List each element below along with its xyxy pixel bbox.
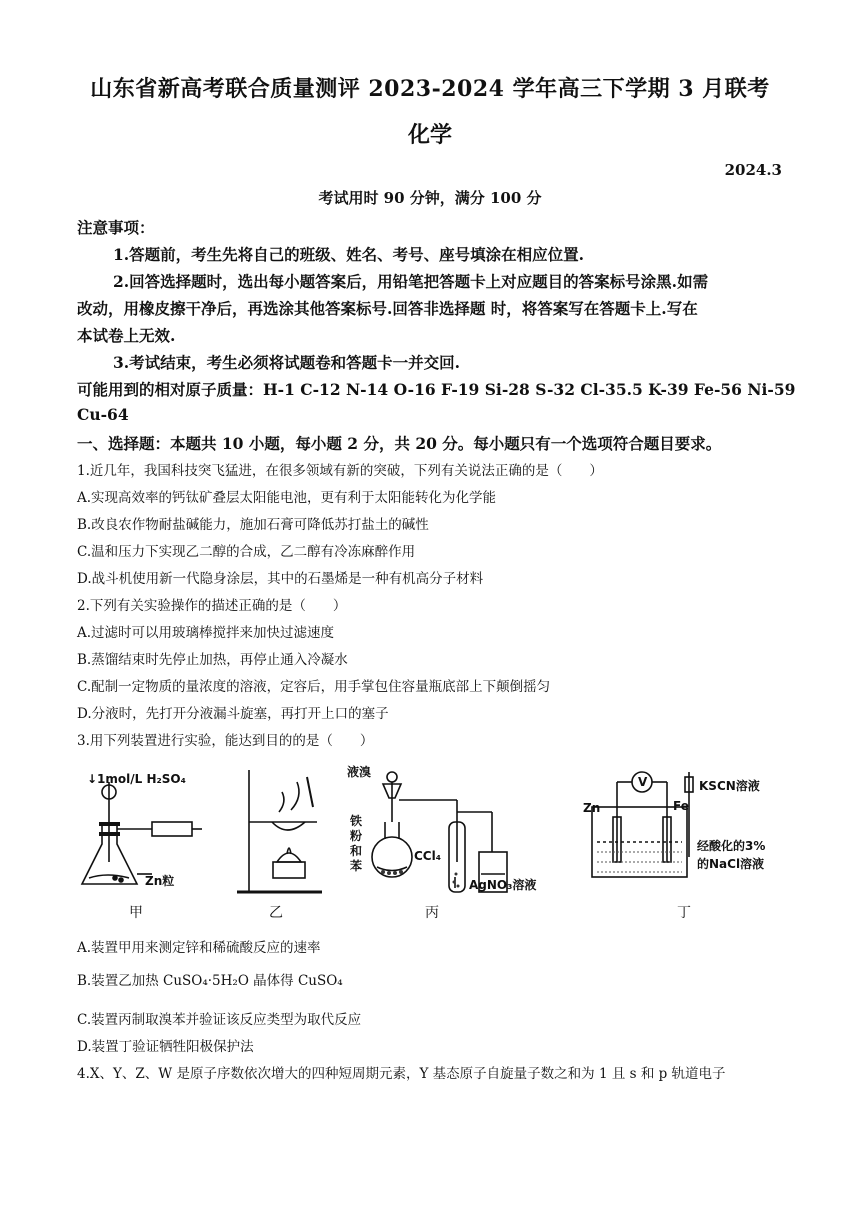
bing-iron-label-4: 苯 xyxy=(350,859,363,873)
bing-iron-label-1: 铁 xyxy=(350,814,363,828)
bing-agno3-label: AgNO₃溶液 xyxy=(469,878,537,892)
q1-stem: 1.近几年，我国科技突飞猛进，在很多领域有新的突破，下列有关说法正确的是（ ） xyxy=(77,463,603,479)
ding-zn-label: Zn xyxy=(583,801,601,815)
atomic-masses-line-1: 可能用到的相对原子质量：H-1 C-12 N-14 O-16 F-19 Si-28 S-32 Cl-35.5 K-39 Fe-56 Ni-59 xyxy=(77,380,796,399)
jia-zn-label: Zn粒 xyxy=(145,874,175,888)
q1-option-c: C.温和压力下实现乙二醇的合成，乙二醇有冷冻麻醉作用 xyxy=(77,544,416,560)
q3-option-b: B.装置乙加热 CuSO₄·5H₂O 晶体得 CuSO₄ xyxy=(77,973,343,989)
note-item-2-line-3: 本试卷上无效. xyxy=(77,326,176,345)
ding-solution-label-2: 的NaCl溶液 xyxy=(697,857,765,871)
subject-title: 化学 xyxy=(407,122,452,148)
ding-fe-label: Fe xyxy=(673,799,689,813)
apparatus-drawing xyxy=(77,762,787,922)
caption-yi: 乙 xyxy=(269,905,283,921)
note-item-1: 1.答题前，考生先将自己的班级、姓名、考号、座号填涂在相应位置. xyxy=(113,245,585,264)
jia-reagent-label: ↓1mol/L H₂SO₄ xyxy=(87,772,186,786)
q2-option-d: D.分液时，先打开分液漏斗旋塞，再打开上口的塞子 xyxy=(77,706,389,722)
caption-ding: 丁 xyxy=(677,905,691,921)
q2-option-a: A.过滤时可以用玻璃棒搅拌来加快过滤速度 xyxy=(77,625,335,641)
notes-heading: 注意事项： xyxy=(77,218,155,237)
q3-apparatus-figure xyxy=(77,762,787,922)
note-item-3: 3.考试结束，考生必须将试题卷和答题卡一并交回. xyxy=(113,353,461,372)
note-item-2-line-1: 2.回答选择题时，选出每小题答案后，用铅笔把答题卡上对应题目的答案标号涂黑.如需 xyxy=(113,272,709,291)
q1-option-b: B.改良农作物耐盐碱能力，施加石膏可降低苏打盐土的碱性 xyxy=(77,517,429,533)
section-heading: 一、选择题：本题共 10 小题，每小题 2 分，共 20 分。每小题只有一个选项符合题目要求。 xyxy=(77,434,722,453)
exam-title: 山东省新高考联合质量测评 2023-2024 学年高三下学期 3 月联考 xyxy=(90,76,770,102)
exam-date: 2024.3 xyxy=(724,161,782,179)
caption-bing: 丙 xyxy=(425,905,439,921)
bing-iron-label-2: 粉 xyxy=(350,829,363,843)
q2-stem: 2.下列有关实验操作的描述正确的是（ ） xyxy=(77,598,347,614)
ding-kscn-label: KSCN溶液 xyxy=(699,779,760,793)
q2-option-c: C.配制一定物质的量浓度的溶液，定容后，用手掌包住容量瓶底部上下颠倒摇匀 xyxy=(77,679,551,695)
q4-stem: 4.X、Y、Z、W 是原子序数依次增大的四种短周期元素，Y 基态原子自旋量子数之和为 1 且 s 和 p 轨道电子 xyxy=(77,1066,726,1082)
q3-option-c: C.装置丙制取溴苯并验证该反应类型为取代反应 xyxy=(77,1012,362,1028)
q2-option-b: B.蒸馏结束时先停止加热，再停止通入冷凝水 xyxy=(77,652,348,668)
atomic-masses-line-2: Cu-64 xyxy=(77,405,129,424)
ding-solution-label-1: 经酸化的3% xyxy=(697,839,766,853)
caption-jia: 甲 xyxy=(129,905,143,921)
time-note: 考试用时 90 分钟，满分 100 分 xyxy=(318,189,542,207)
bing-iron-label-3: 和 xyxy=(350,844,363,858)
bing-ccl4-label: CCl₄ xyxy=(414,849,441,863)
q3-option-a: A.装置甲用来测定锌和稀硫酸反应的速率 xyxy=(77,940,321,956)
q3-option-d: D.装置丁验证牺牲阳极保护法 xyxy=(77,1039,254,1055)
note-item-2-line-2: 改动，用橡皮擦干净后，再选涂其他答案标号.回答非选择题 时，将答案写在答题卡上.写在 xyxy=(77,299,698,318)
q3-stem: 3.用下列装置进行实验，能达到目的的是（ ） xyxy=(77,733,374,749)
ding-voltmeter-label: V xyxy=(638,775,648,789)
q1-option-d: D.战斗机使用新一代隐身涂层，其中的石墨烯是一种有机高分子材料 xyxy=(77,571,484,587)
bing-bromine-label: 液溴 xyxy=(347,765,372,779)
q1-option-a: A.实现高效率的钙钛矿叠层太阳能电池，更有利于太阳能转化为化学能 xyxy=(77,490,497,506)
